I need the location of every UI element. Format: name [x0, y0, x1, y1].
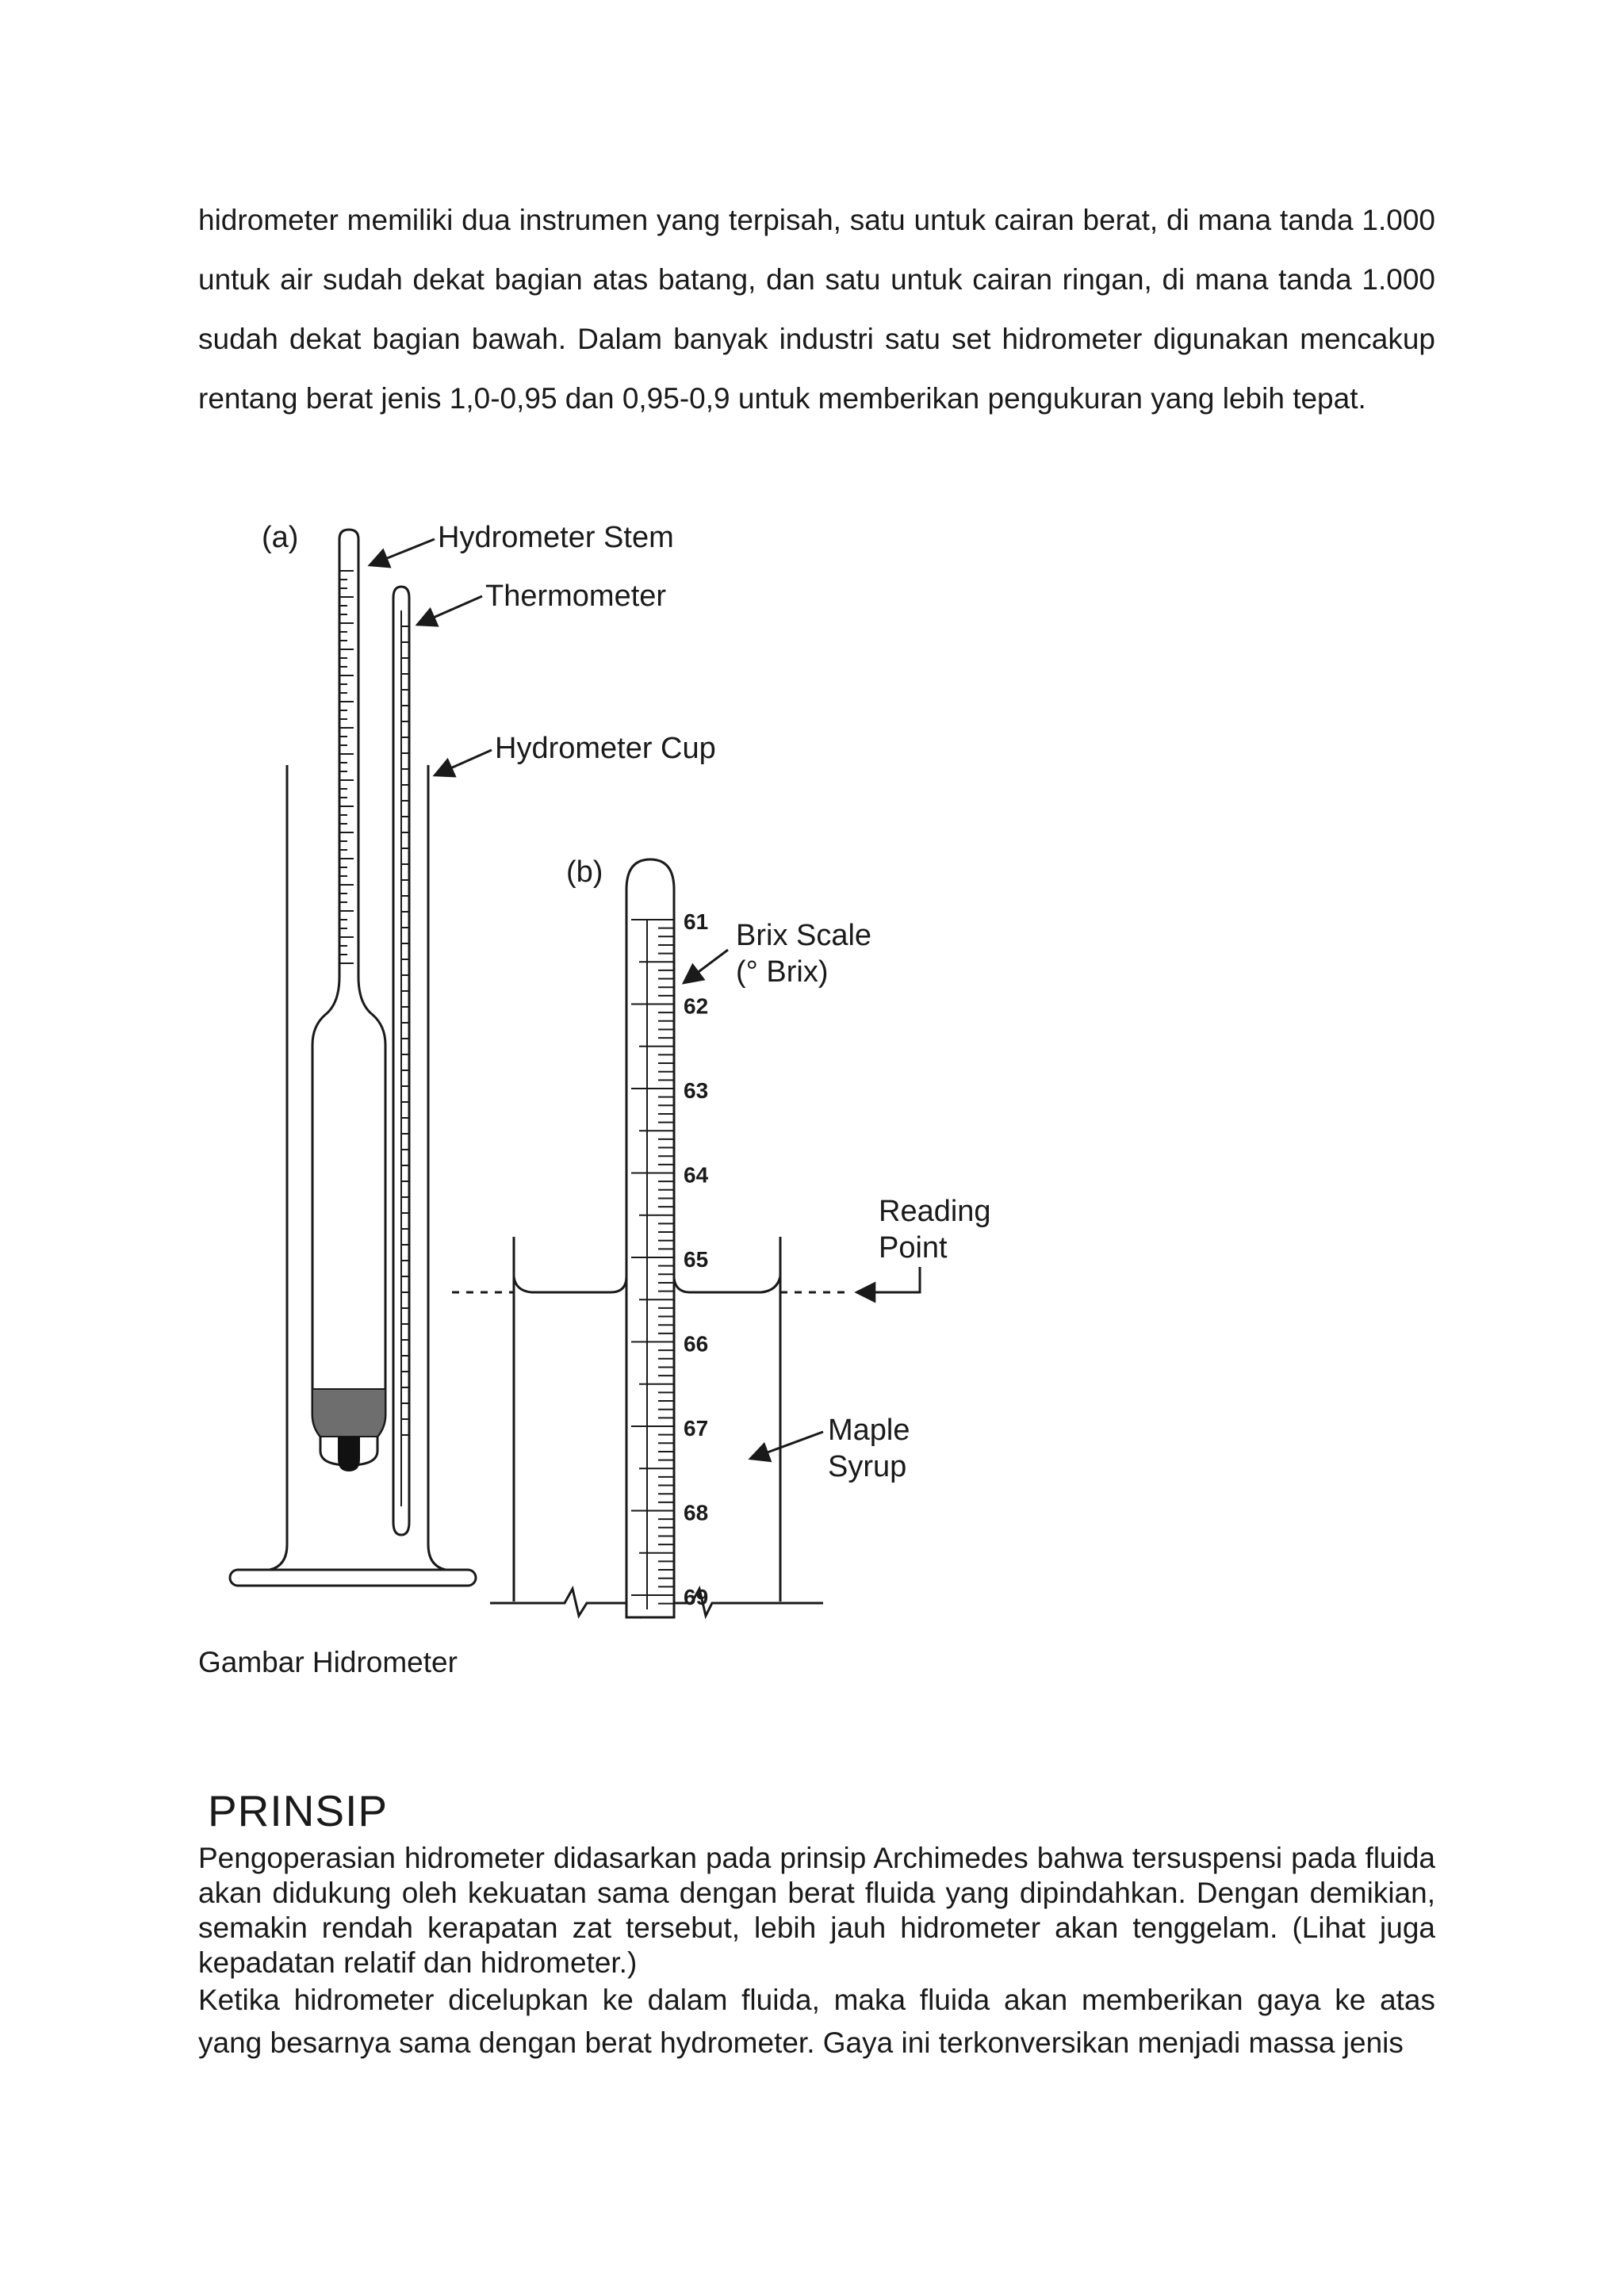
- brix-hydrometer: [626, 859, 674, 1617]
- panel-a-label: (a): [262, 521, 299, 554]
- brix-scale-number: 69: [684, 1585, 709, 1609]
- brix-scale-numbers: [684, 909, 709, 1609]
- reading-point-pointer: [856, 1267, 920, 1292]
- maple-syrup-label-2: Syrup: [828, 1450, 907, 1483]
- thermometer-pointer: [417, 596, 482, 625]
- stem-pointer: [370, 539, 435, 565]
- brix-scale-number: 62: [684, 993, 709, 1019]
- brix-scale-number: 66: [684, 1331, 709, 1357]
- reading-point-label-2: Point: [879, 1231, 948, 1265]
- brix-scale-number: 65: [684, 1247, 709, 1272]
- brix-scale-number: 67: [684, 1416, 709, 1441]
- principle-paragraph: Pengoperasian hidrometer didasarkan pada prinsip Archimedes bahwa tersuspensi pada fluida akan didukung oleh kekuatan sama dengan berat fluida yang dipindahkan. Dengan demikian, semakin rendah kerapatan zat tersebut, lebih jauh hidrometer akan tenggelam. (Lihat juga kepadatan relatif dan hidrometer.): [198, 1842, 1435, 1979]
- hydrometer-float: [312, 530, 385, 1471]
- section-title: PRINSIP: [208, 1786, 389, 1835]
- panel-b-label: (b): [566, 855, 603, 889]
- thermometer: [393, 587, 409, 1535]
- brix-scale-number: 64: [684, 1162, 709, 1188]
- thermometer-label: Thermometer: [485, 580, 667, 613]
- hydrometer-diagram: [222, 507, 1015, 1649]
- hydrometer-cup-label: Hydrometer Cup: [495, 732, 716, 765]
- brix-pointer: [684, 950, 728, 983]
- cup-pointer: [435, 750, 492, 775]
- brix-scale-number: 68: [684, 1500, 709, 1525]
- maple-syrup-label-1: Maple: [828, 1414, 910, 1447]
- brix-scale-label: Brix Scale: [736, 919, 872, 952]
- hydrometer-figure: [222, 507, 1015, 1649]
- hydrometer-stem-label: Hydrometer Stem: [438, 521, 674, 554]
- intro-paragraph: hidrometer memiliki dua instrumen yang terpisah, satu untuk cairan berat, di mana tanda 1.000 untuk air sudah dekat bagian atas batang, dan satu untuk cairan ringan, di mana tanda 1.000 sudah dekat bagian bawah. Dalam banyak industri satu set hidrometer digunakan mencakup rentang berat jenis 1,0-0,95 dan 0,95-0,9 untuk memberikan pengukuran yang lebih tepat.: [198, 204, 1435, 415]
- maple-syrup-pointer: [750, 1432, 823, 1459]
- brix-scale-number: 63: [684, 1078, 709, 1103]
- figure-caption: Gambar Hidrometer: [198, 1646, 458, 1678]
- closing-paragraph: Ketika hidrometer dicelupkan ke dalam fluida, maka fluida akan memberikan gaya ke atas yang besarnya sama dengan berat hydrometer. Gaya ini terkonversikan menjadi massa jenis: [198, 1984, 1435, 2059]
- reading-point-label-1: Reading: [879, 1195, 991, 1228]
- brix-scale-number: 61: [684, 909, 709, 934]
- brix-unit-label: (° Brix): [736, 955, 829, 989]
